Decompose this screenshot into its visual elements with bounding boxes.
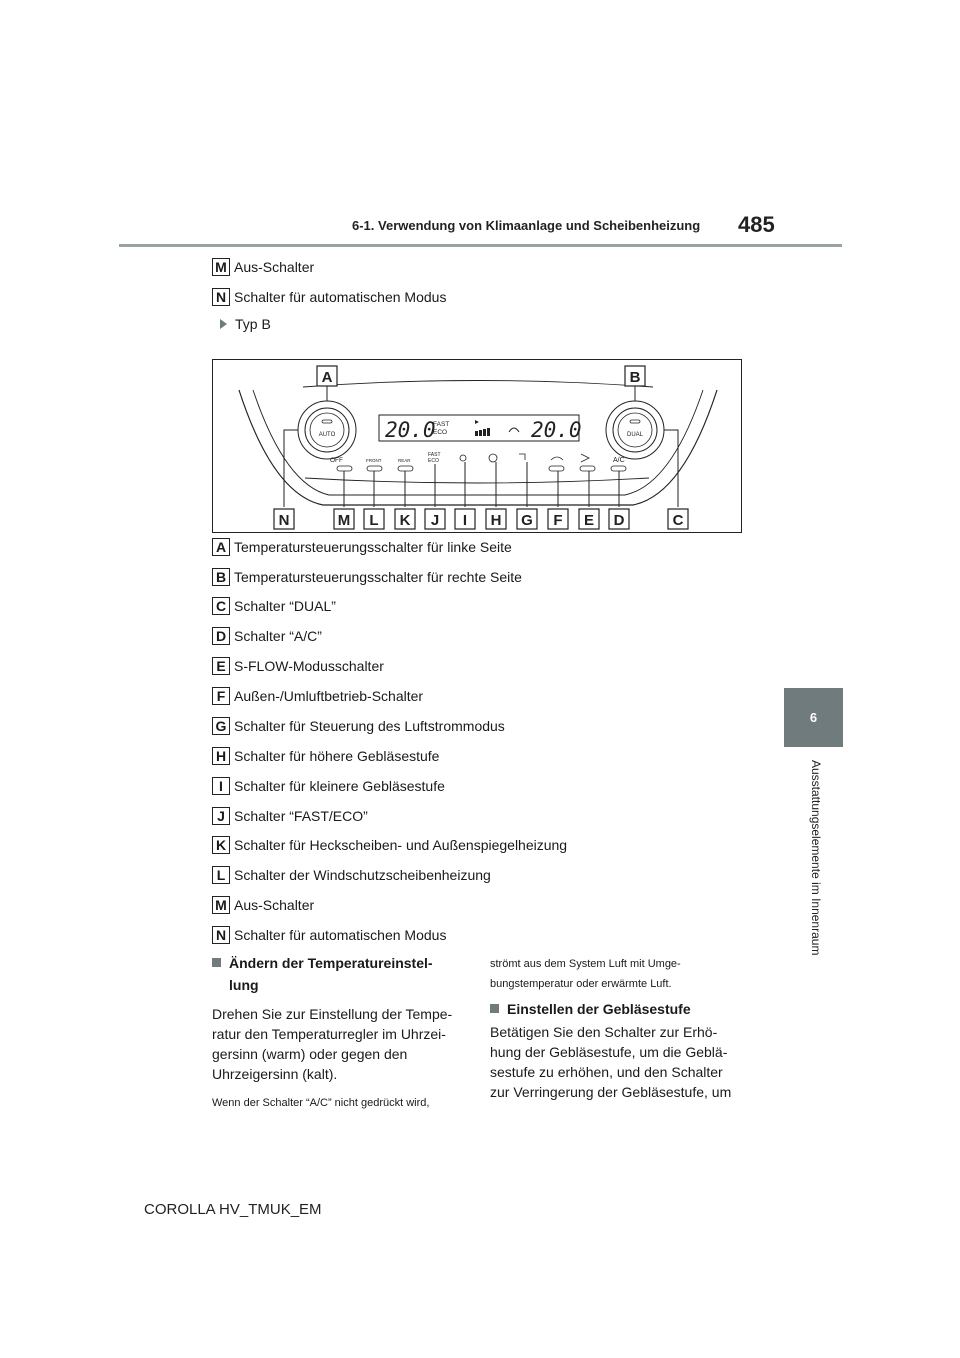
- list-item: [212, 626, 322, 646]
- knob-left-label: AUTO: [318, 432, 336, 438]
- item-letter-badge: C: [212, 597, 230, 615]
- callout-b: [625, 366, 645, 386]
- svg-text:I: I: [462, 512, 468, 529]
- btn-ac-label: A/C: [613, 457, 625, 464]
- svg-text:J: J: [430, 512, 440, 529]
- item-letter-badge: N: [212, 926, 230, 944]
- right-column: [490, 954, 760, 1102]
- item-letter-badge: H: [212, 747, 230, 765]
- item-text: Schalter für Steuerung des Luftstrommodus: [234, 718, 505, 734]
- callout-f: [548, 509, 568, 529]
- item-letter-badge: N: [212, 288, 230, 306]
- item-letter-badge: L: [212, 866, 230, 884]
- list-item: [212, 287, 446, 307]
- climate-panel-figure: [212, 359, 742, 533]
- btn-rear-label: REAR: [398, 458, 411, 463]
- display-left-temp: 20.0: [385, 418, 436, 442]
- item-text: Aus-Schalter: [234, 259, 315, 275]
- square-bullet-icon: [490, 1004, 499, 1013]
- svg-text:N: N: [278, 512, 290, 529]
- list-item: [212, 776, 445, 796]
- page-number: 485: [738, 212, 775, 237]
- list-item: [212, 686, 423, 706]
- svg-text:L: L: [369, 512, 379, 529]
- callout-g: [517, 509, 537, 529]
- square-bullet-icon: [212, 958, 221, 967]
- display-eco: ECO: [433, 429, 448, 436]
- left-column: [212, 952, 477, 1113]
- type-label-text: Typ B: [235, 316, 271, 332]
- left-temperature-knob[interactable]: [298, 401, 356, 459]
- btn-off-label: OFF: [330, 457, 343, 464]
- header-divider: [119, 244, 842, 247]
- callout-n: [274, 509, 294, 529]
- svg-text:C: C: [672, 512, 684, 529]
- btn-eco-label: ECO: [428, 458, 439, 464]
- callout-i: [455, 509, 475, 529]
- list-item: [212, 895, 314, 915]
- btn-front-label: FRONT: [366, 458, 382, 463]
- btn-fast-label: FAST: [428, 452, 441, 458]
- item-letter-badge: I: [212, 777, 230, 795]
- list-item: [212, 835, 567, 855]
- callout-m: [334, 509, 354, 529]
- callout-c: [668, 509, 688, 529]
- list-item: [212, 925, 446, 945]
- item-letter-badge: E: [212, 657, 230, 675]
- item-text: Schalter für Heckscheiben- und Außenspiegelheizung: [234, 837, 568, 853]
- item-text: Temperatursteuerungsschalter für linke Seite: [234, 539, 512, 555]
- svg-text:H: H: [490, 512, 502, 529]
- display-right-temp: 20.0: [531, 418, 582, 442]
- list-item: [212, 596, 336, 616]
- item-text: Außen-/Umluftbetrieb-Schalter: [234, 688, 424, 704]
- svg-text:F: F: [553, 512, 563, 529]
- fan-speed-heading: Einstellen der Gebläsestufe: [490, 998, 760, 1020]
- svg-text:K: K: [399, 512, 411, 529]
- item-text: Schalter für höhere Gebläsestufe: [234, 748, 440, 764]
- callout-l: [364, 509, 384, 529]
- button-row[interactable]: [337, 466, 626, 471]
- item-text: Schalter der Windschutzscheibenheizung: [234, 867, 491, 883]
- item-letter-badge: D: [212, 627, 230, 645]
- item-text: Schalter “DUAL”: [234, 598, 336, 614]
- callout-e: [579, 509, 599, 529]
- item-text: Schalter für kleinere Gebläsestufe: [234, 778, 445, 794]
- callout-d: [609, 509, 629, 529]
- item-text: Schalter “A/C”: [234, 628, 322, 644]
- item-text: Aus-Schalter: [234, 897, 315, 913]
- chapter-tab: [784, 688, 843, 747]
- svg-text:M: M: [337, 512, 351, 529]
- display-fast: FAST: [433, 421, 450, 428]
- item-letter-badge: A: [212, 538, 230, 556]
- triangle-bullet-icon: [220, 319, 227, 329]
- list-item: [212, 806, 368, 826]
- item-letter-badge: M: [212, 258, 230, 276]
- list-item: [212, 257, 314, 277]
- temperature-paragraph: Drehen Sie zur Einstellung der Tempe- ratur den Temperaturregler im Uhrzei- gersinn (warm) oder gegen den Uhrzeigersinn (kalt).: [212, 1006, 453, 1082]
- knob-right-label: DUAL: [626, 432, 644, 438]
- item-text: Schalter für automatischen Modus: [234, 927, 447, 943]
- callout-h: [486, 509, 506, 529]
- section-title: 6-1. Verwendung von Klimaanlage und Scheibenheizung: [352, 218, 701, 233]
- ac-note: Wenn der Schalter “A/C” nicht gedrückt wird,: [212, 1097, 430, 1109]
- footer-model: COROLLA HV_TMUK_EM: [144, 1201, 322, 1218]
- item-text: S-FLOW-Modusschalter: [234, 658, 384, 674]
- ac-note-continued: strömt aus dem System Luft mit Umge- bungstemperatur oder erwärmte Luft.: [490, 958, 681, 990]
- climate-panel-illustration: [213, 360, 741, 532]
- chapter-title: Ausstattungselemente im Innenraum: [809, 760, 823, 956]
- list-item: [212, 865, 491, 885]
- item-letter-badge: G: [212, 717, 230, 735]
- right-temperature-knob[interactable]: [606, 401, 664, 459]
- list-item: [212, 567, 522, 587]
- svg-text:A: A: [321, 369, 333, 386]
- item-letter-badge: B: [212, 568, 230, 586]
- type-label: [220, 316, 271, 332]
- chapter-tab-number: 6: [809, 710, 818, 725]
- climate-display: [379, 415, 582, 442]
- list-item: [212, 537, 512, 557]
- list-item: [212, 656, 384, 676]
- list-item: [212, 716, 505, 736]
- item-letter-badge: J: [212, 807, 230, 825]
- callout-a: [317, 366, 337, 386]
- item-text: Schalter “FAST/ECO”: [234, 808, 368, 824]
- item-letter-badge: K: [212, 836, 230, 854]
- callout-j: [425, 509, 445, 529]
- callout-k: [395, 509, 415, 529]
- item-letter-badge: M: [212, 896, 230, 914]
- fan-speed-paragraph: Betätigen Sie den Schalter zur Erhö- hung der Gebläsestufe, um die Geblä- sestufe zu erhöhen, und den Schalter zur Verringerung der Gebläsestufe, um: [490, 1024, 732, 1100]
- list-item: [212, 746, 439, 766]
- item-letter-badge: F: [212, 687, 230, 705]
- svg-text:G: G: [521, 512, 533, 529]
- temperature-heading: Ändern der Temperatureinstel- lung: [212, 952, 477, 996]
- item-text: Schalter für automatischen Modus: [234, 289, 447, 305]
- svg-text:E: E: [583, 512, 595, 529]
- svg-text:D: D: [613, 512, 625, 529]
- svg-text:B: B: [629, 369, 641, 386]
- item-text: Temperatursteuerungsschalter für rechte Seite: [234, 569, 522, 585]
